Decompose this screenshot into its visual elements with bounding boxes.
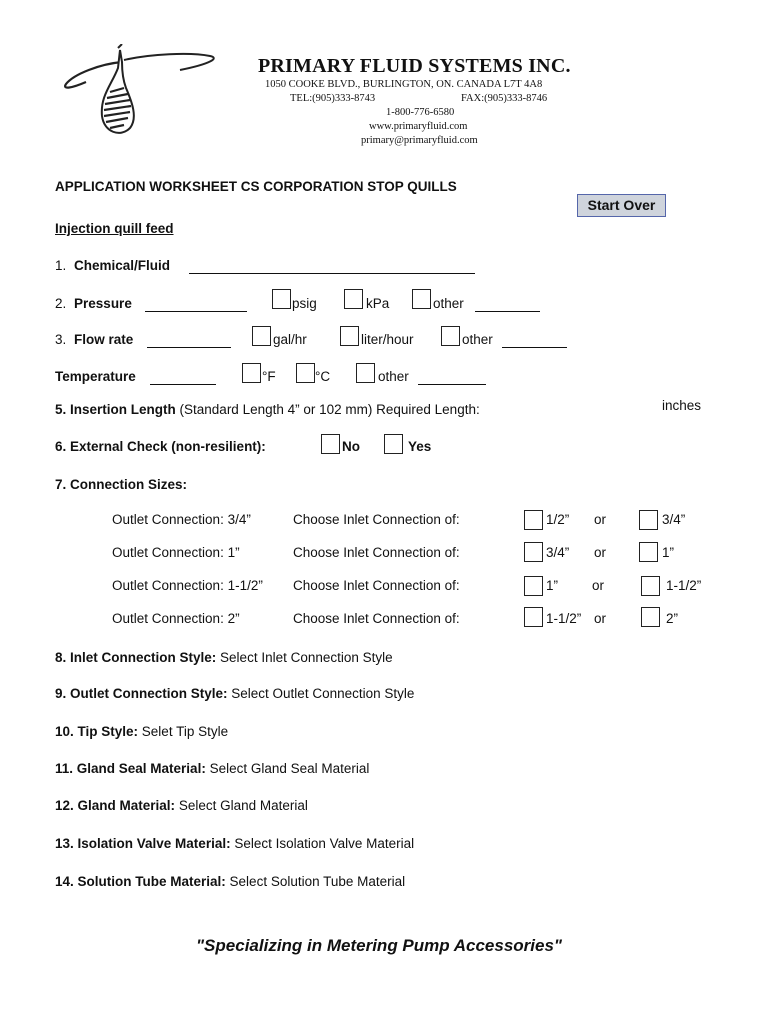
q2-row	[55, 296, 132, 311]
or-label: or	[594, 545, 607, 560]
inlet-option-a-label: 1/2”	[546, 512, 570, 527]
q9-row	[55, 686, 414, 701]
company-tel: TEL:(905)333-8743	[290, 93, 376, 104]
liter-hour-label: liter/hour	[361, 332, 414, 347]
q5-text: (Standard Length 4” or 102 mm) Required Length:	[179, 402, 480, 417]
company-fax: FAX:(905)333-8746	[461, 93, 548, 104]
q10-label: 10. Tip Style:	[55, 724, 139, 739]
q7-label: 7. Connection Sizes:	[55, 477, 188, 492]
temperature-other-field[interactable]	[418, 371, 486, 385]
temperature-field[interactable]	[150, 371, 216, 385]
pressure-other-checkbox[interactable]	[412, 289, 431, 309]
q8-label: 8. Inlet Connection Style:	[55, 650, 217, 665]
q3-row	[55, 332, 133, 347]
inlet-option-a-checkbox[interactable]	[524, 576, 543, 596]
q9-label: 9. Outlet Connection Style:	[55, 686, 228, 701]
q5-label: 5. Insertion Length	[55, 402, 176, 417]
q8-row	[55, 650, 393, 665]
outlet-style-select[interactable]: Select Outlet Connection Style	[231, 686, 415, 701]
inlet-option-b-checkbox[interactable]	[639, 542, 658, 562]
liter-hour-checkbox[interactable]	[340, 326, 359, 346]
inlet-option-b-label: 1”	[662, 545, 675, 560]
q2-number: 2.	[55, 296, 67, 311]
company-address: 1050 COOKE BLVD., BURLINGTON, ON. CANADA L7T 4A8	[265, 79, 543, 90]
flow-other-checkbox[interactable]	[441, 326, 460, 346]
q5-row	[55, 402, 480, 417]
q12-label: 12. Gland Material:	[55, 798, 176, 813]
check-yes-checkbox[interactable]	[384, 434, 403, 454]
check-no-label: No	[342, 439, 360, 454]
inlet-option-b-label: 1-1/2”	[666, 578, 702, 593]
q12-row	[55, 798, 308, 813]
inlet-style-select[interactable]: Select Inlet Connection Style	[220, 650, 393, 665]
pressure-other-label: other	[433, 296, 464, 311]
isolation-valve-select[interactable]: Select Isolation Valve Material	[234, 836, 415, 851]
temperature-other-label: other	[378, 369, 409, 384]
required-length-field[interactable]	[534, 397, 656, 417]
outlet-connection-label: Outlet Connection: 1”	[112, 545, 240, 560]
inlet-option-a-checkbox[interactable]	[524, 607, 543, 627]
solution-tube-select[interactable]: Select Solution Tube Material	[229, 874, 406, 889]
company-tollfree: 1-800-776-6580	[386, 107, 455, 118]
inlet-option-b-checkbox[interactable]	[639, 510, 658, 530]
flow-other-field[interactable]	[502, 334, 567, 348]
pressure-field[interactable]	[145, 298, 247, 312]
gland-seal-select[interactable]: Select Gland Seal Material	[209, 761, 370, 776]
inlet-option-a-checkbox[interactable]	[524, 542, 543, 562]
inlet-option-b-checkbox[interactable]	[641, 607, 660, 627]
inlet-option-a-label: 3/4”	[546, 545, 570, 560]
inlet-option-a-label: 1”	[546, 578, 559, 593]
pressure-other-field[interactable]	[475, 298, 540, 312]
or-label: or	[594, 512, 607, 527]
inches-label: inches	[662, 398, 702, 413]
q1-row	[55, 258, 170, 273]
q14-row	[55, 874, 405, 889]
inlet-option-b-label: 2”	[666, 611, 679, 626]
start-over-button[interactable]: Start Over	[577, 194, 666, 217]
q1-label: Chemical/Fluid	[74, 258, 171, 273]
q13-row	[55, 836, 414, 851]
q14-label: 14. Solution Tube Material:	[55, 874, 226, 889]
choose-inlet-label: Choose Inlet Connection of:	[293, 578, 460, 593]
temperature-other-checkbox[interactable]	[356, 363, 375, 383]
temperature-label: Temperature	[55, 369, 136, 384]
q2-label: Pressure	[74, 296, 132, 311]
q6-label: 6. External Check (non-resilient):	[55, 439, 266, 454]
gal-hr-label: gal/hr	[273, 332, 307, 347]
company-website: www.primaryfluid.com	[369, 121, 468, 132]
footer-slogan: "Specializing in Metering Pump Accessories"	[196, 936, 562, 955]
choose-inlet-label: Choose Inlet Connection of:	[293, 512, 460, 527]
worksheet-title: APPLICATION WORKSHEET CS CORPORATION STOP QUILLS	[55, 179, 457, 194]
check-yes-label: Yes	[408, 439, 432, 454]
q3-number: 3.	[55, 332, 67, 347]
company-email: primary@primaryfluid.com	[361, 135, 478, 146]
q1-number: 1.	[55, 258, 67, 273]
kpa-label: kPa	[366, 296, 390, 311]
choose-inlet-label: Choose Inlet Connection of:	[293, 545, 460, 560]
flow-rate-field[interactable]	[147, 334, 231, 348]
or-label: or	[594, 611, 607, 626]
choose-inlet-label: Choose Inlet Connection of:	[293, 611, 460, 626]
q11-label: 11. Gland Seal Material:	[55, 761, 206, 776]
inlet-option-b-checkbox[interactable]	[641, 576, 660, 596]
q10-row	[55, 724, 228, 739]
kpa-checkbox[interactable]	[344, 289, 363, 309]
section-heading: Injection quill feed	[55, 221, 174, 236]
gland-material-select[interactable]: Select Gland Material	[178, 798, 308, 813]
psig-checkbox[interactable]	[272, 289, 291, 309]
or-label: or	[592, 578, 605, 593]
fahrenheit-checkbox[interactable]	[242, 363, 261, 383]
q13-label: 13. Isolation Valve Material:	[55, 836, 231, 851]
celsius-label: °C	[315, 369, 331, 384]
q11-row	[55, 761, 369, 776]
inlet-option-a-label: 1-1/2”	[546, 611, 582, 626]
tip-style-select[interactable]: Selet Tip Style	[141, 724, 229, 739]
fahrenheit-label: °F	[262, 369, 276, 384]
inlet-option-b-label: 3/4”	[662, 512, 686, 527]
inlet-option-a-checkbox[interactable]	[524, 510, 543, 530]
check-no-checkbox[interactable]	[321, 434, 340, 454]
psig-label: psig	[292, 296, 317, 311]
outlet-connection-label: Outlet Connection: 3/4”	[112, 512, 251, 527]
company-name: PRIMARY FLUID SYSTEMS INC.	[258, 55, 571, 77]
outlet-connection-label: Outlet Connection: 2”	[112, 611, 240, 626]
celsius-checkbox[interactable]	[296, 363, 315, 383]
flow-other-label: other	[462, 332, 493, 347]
company-logo	[60, 44, 260, 149]
gal-hr-checkbox[interactable]	[252, 326, 271, 346]
chemical-fluid-field[interactable]	[189, 260, 475, 274]
q3-label: Flow rate	[74, 332, 134, 347]
outlet-connection-label: Outlet Connection: 1-1/2”	[112, 578, 263, 593]
